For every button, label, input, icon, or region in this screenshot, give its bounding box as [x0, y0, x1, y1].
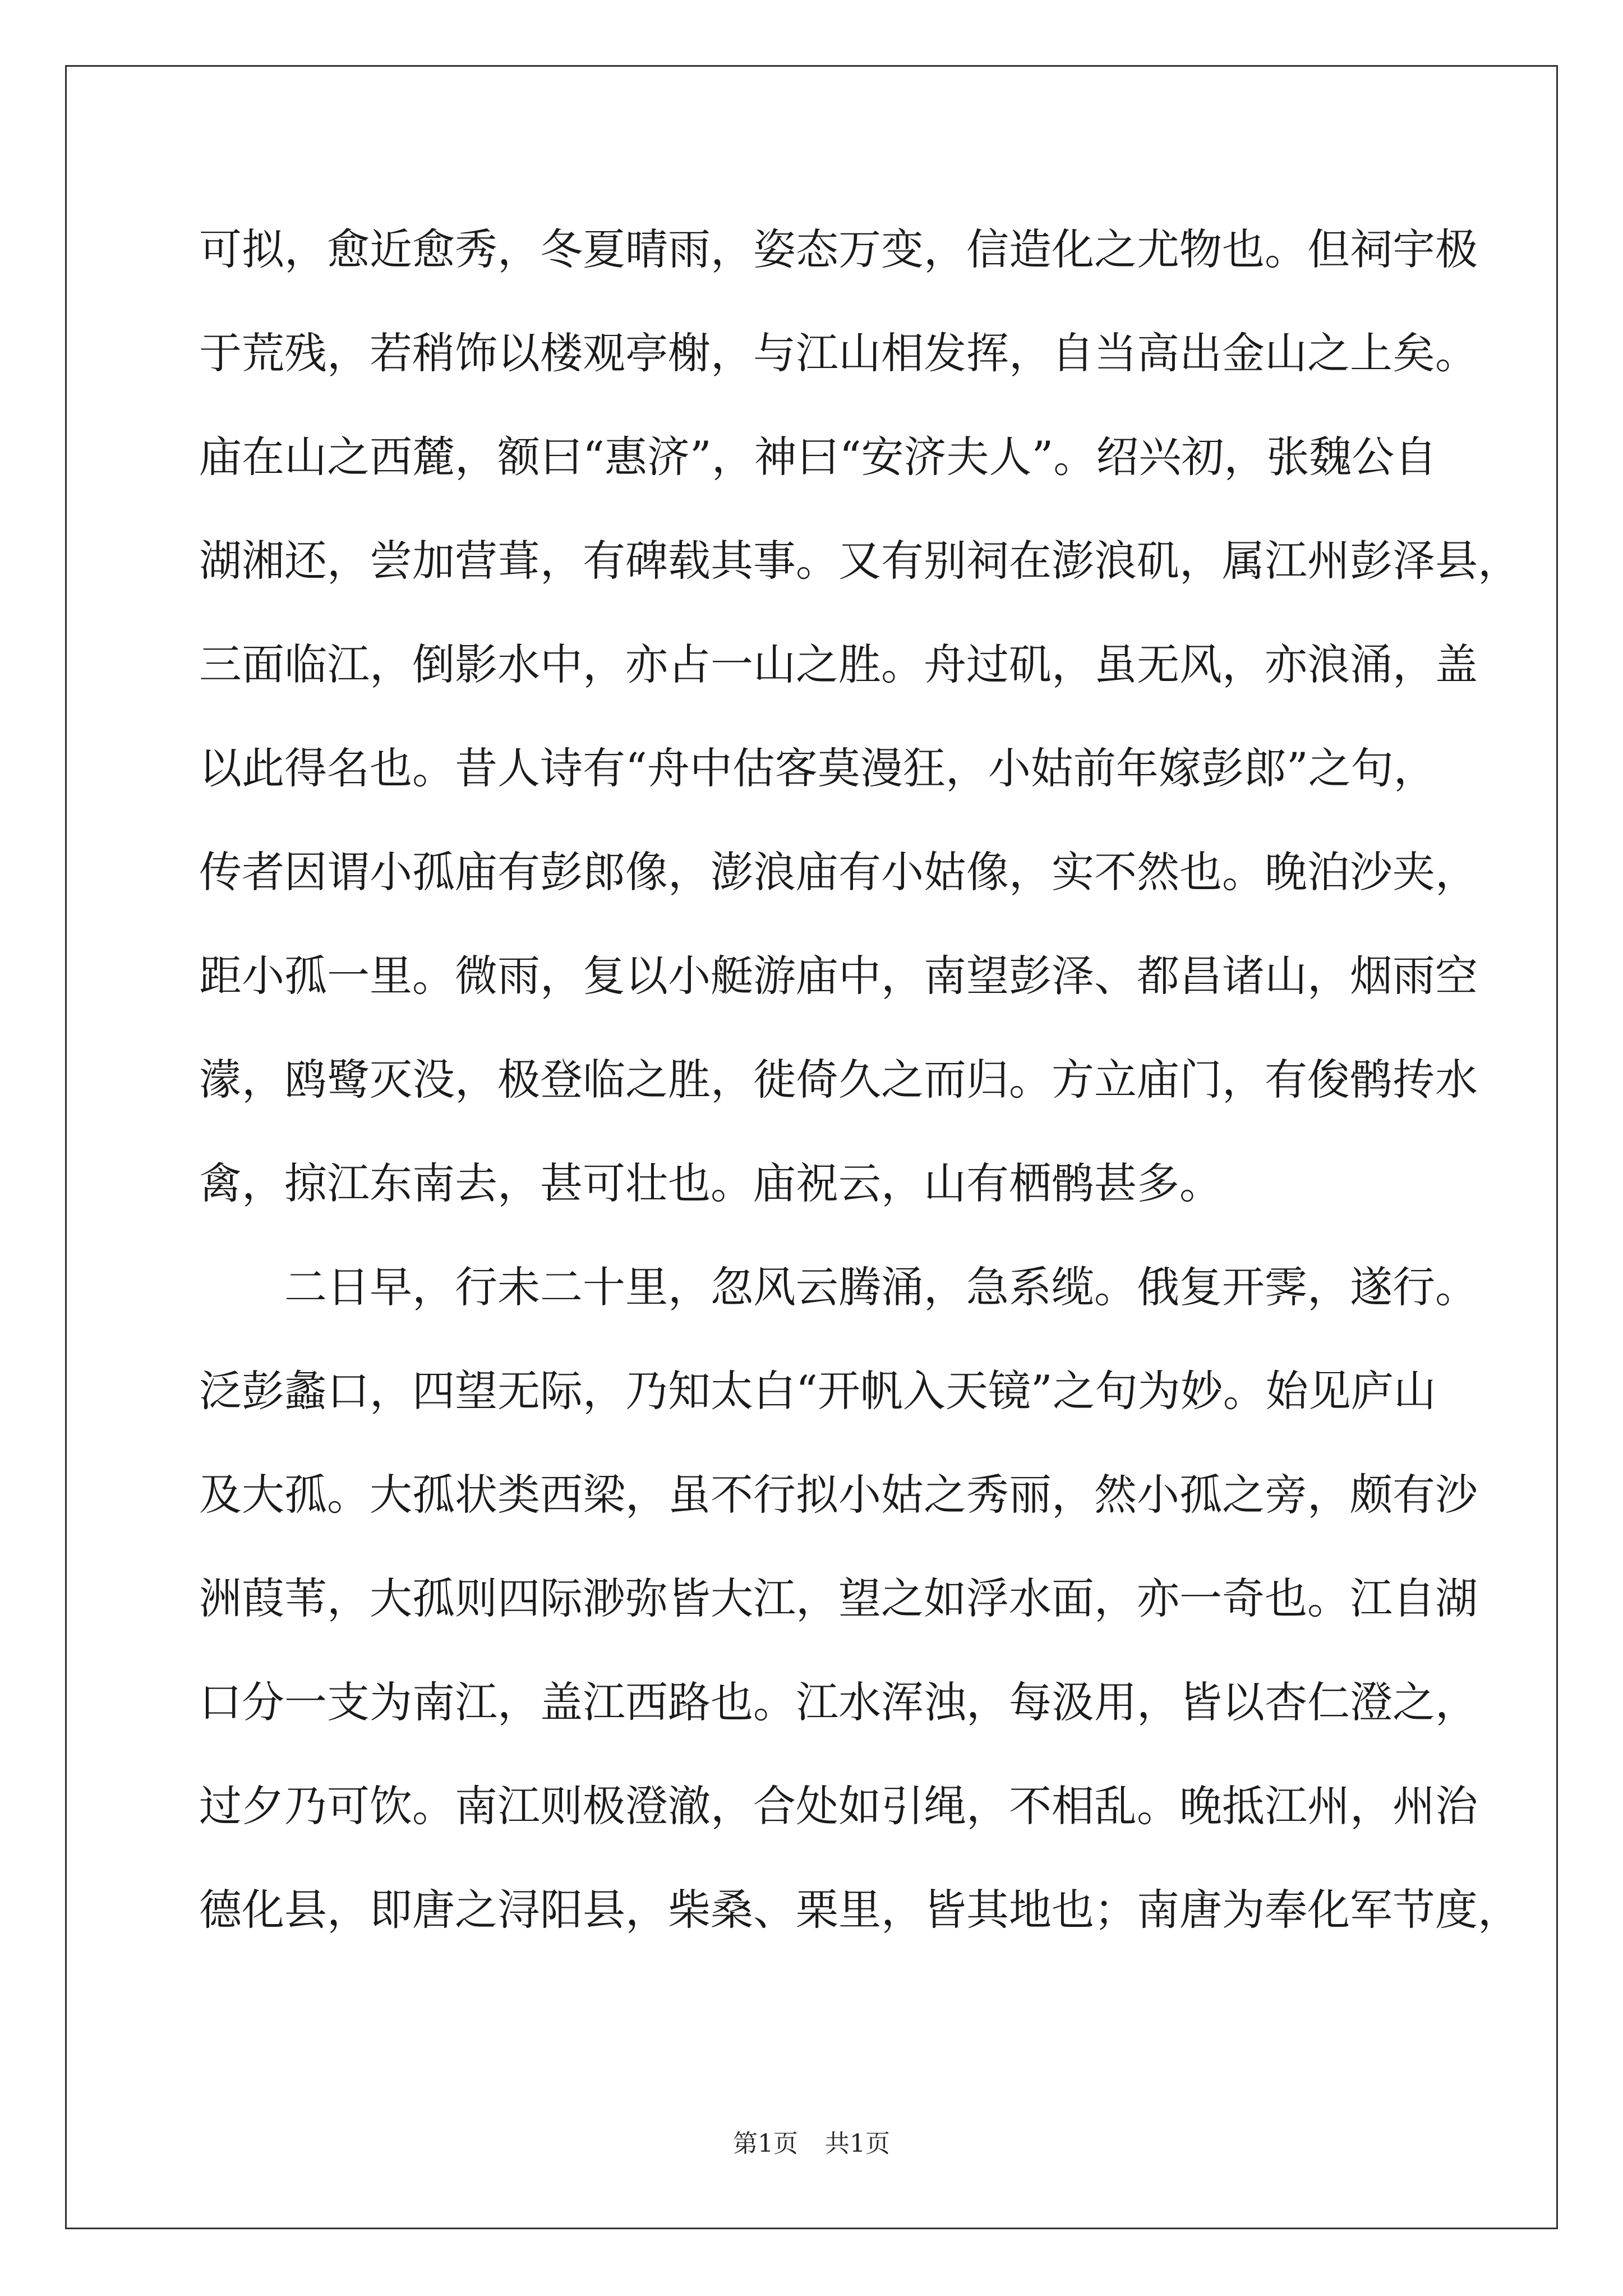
text-line: 洲葭苇，大孤则四际渺弥皆大江，望之如浮水面，亦一奇也。江自湖 — [199, 1573, 1478, 1623]
text-line: 禽，掠江东南去，甚可壮也。庙祝云，山有栖鹘甚多。 — [199, 1158, 1222, 1208]
text-line: 二日早，行未二十里，忽风云腾涌，急系缆。俄复开霁，遂行。 — [199, 1262, 1478, 1312]
text-line: 以此得名也。昔人诗有“舟中估客莫漫狂，小姑前年嫁彭郎”之句， — [199, 743, 1436, 793]
text-line: 及大孤。大孤状类西梁，虽不行拟小姑之秀丽，然小孤之旁，颇有沙 — [199, 1470, 1478, 1520]
text-line: 庙在山之西麓，额曰“惠济”，神曰“安济夫人”。绍兴初，张魏公自 — [199, 432, 1437, 482]
page-footer — [0, 2123, 1623, 2159]
text-line: 濛，鸥鹭灭没，极登临之胜，徙倚久之而归。方立庙门，有俊鹘抟水 — [199, 1055, 1478, 1105]
text-line: 可拟，愈近愈秀，冬夏晴雨，姿态万变，信造化之尤物也。但祠宇极 — [199, 224, 1478, 274]
text-line: 于荒残，若稍饰以楼观亭榭，与江山相发挥，自当高出金山之上矣。 — [199, 328, 1478, 378]
document-body — [199, 208, 1520, 1972]
text-line: 距小孤一里。微雨，复以小艇游庙中，南望彭泽、都昌诸山，烟雨空 — [199, 951, 1478, 1001]
page-number-total: 共1页 — [825, 2129, 890, 2158]
text-line: 德化县，即唐之浔阳县，柴桑、栗里，皆其地也；南唐为奉化军节度， — [199, 1885, 1520, 1935]
text-line: 传者因谓小孤庙有彭郎像，澎浪庙有小姑像，实不然也。晚泊沙夹， — [199, 847, 1478, 897]
text-line: 湖湘还，尝加营葺，有碑载其事。又有别祠在澎浪矶，属江州彭泽县， — [199, 536, 1520, 586]
page-number-current: 第1页 — [733, 2129, 798, 2158]
text-line: 过夕乃可饮。南江则极澄澈，合处如引绳，不相乱。晚抵江州，州治 — [199, 1781, 1478, 1831]
text-line: 三面临江，倒影水中，亦占一山之胜。舟过矶，虽无风，亦浪涌，盖 — [199, 639, 1478, 689]
text-line: 泛彭蠡口，四望无际，乃知太白“开帆入天镜”之句为妙。始见庐山 — [199, 1366, 1436, 1416]
text-line: 口分一支为南江，盖江西路也。江水浑浊，每汲用，皆以杏仁澄之， — [199, 1677, 1478, 1727]
